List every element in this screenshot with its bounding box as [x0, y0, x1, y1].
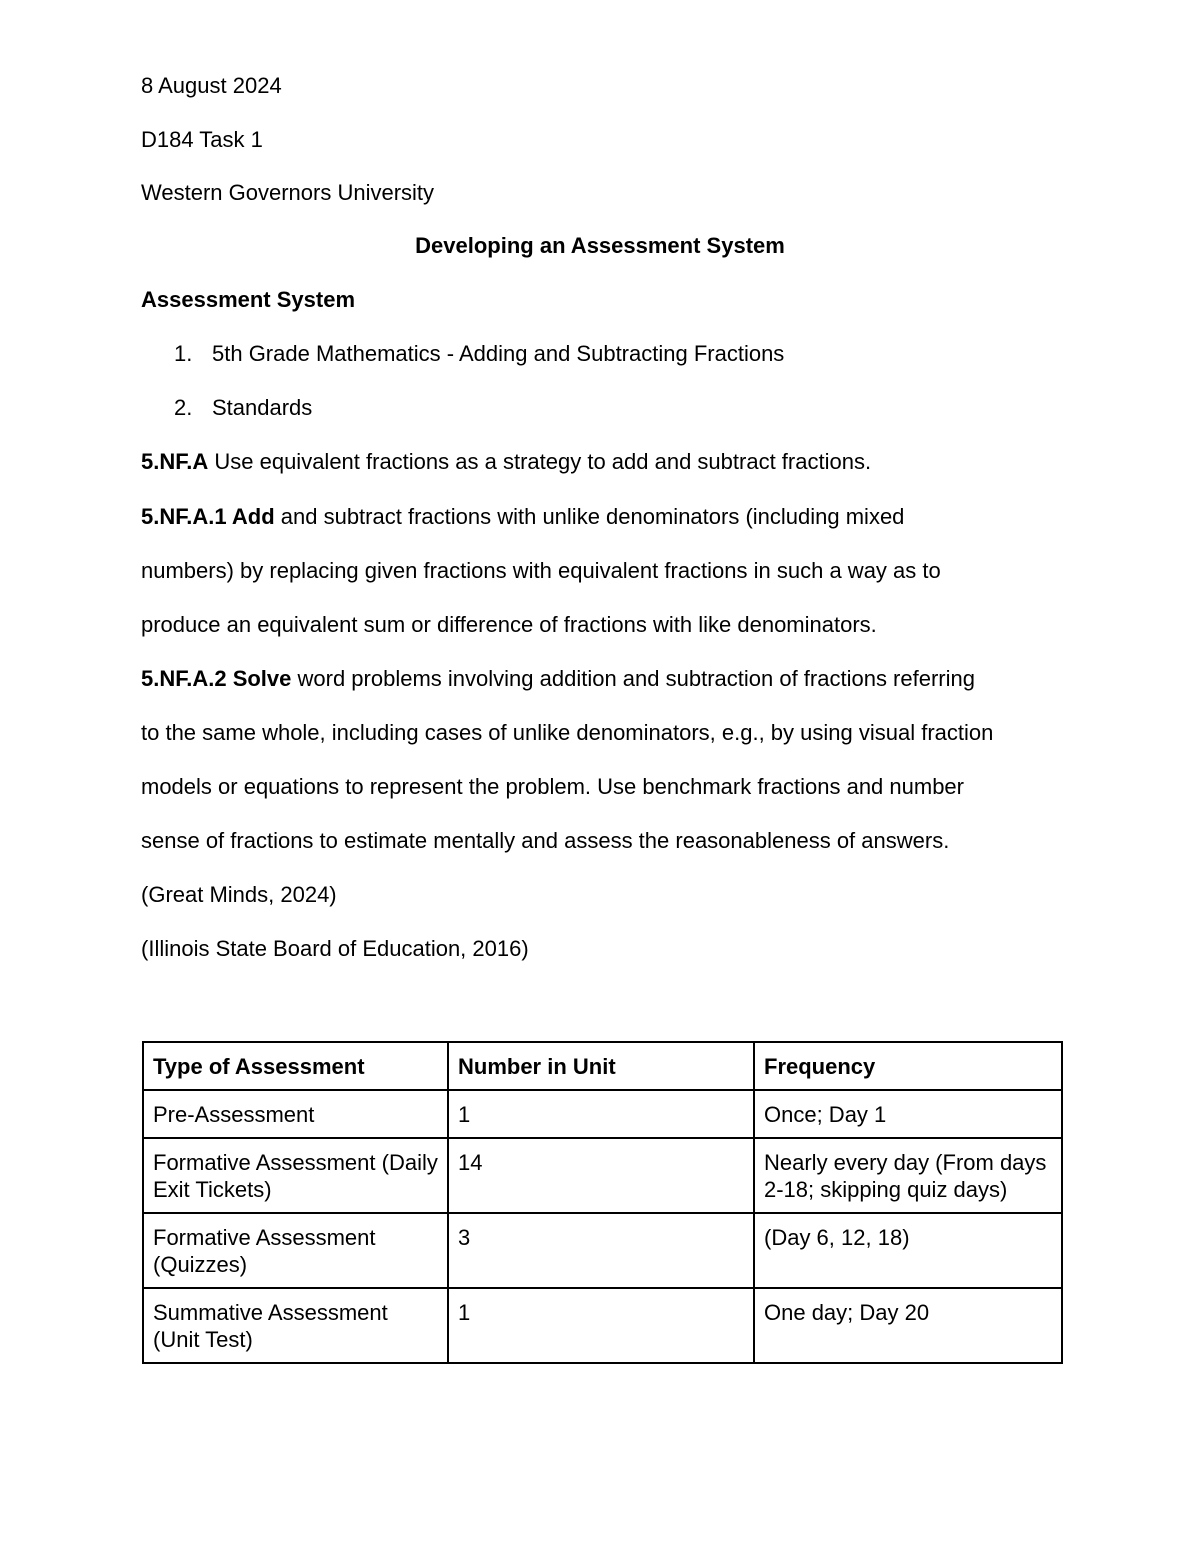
standard-text: and subtract fractions with unlike denominators (including mixed	[274, 504, 905, 529]
assessment-table	[142, 1041, 1063, 1364]
cell-type: Formative Assessment (Daily Exit Tickets)	[143, 1138, 448, 1213]
cell-number: 1	[448, 1288, 754, 1363]
cell-number: 1	[448, 1090, 754, 1138]
standard-text-line: sense of fractions to estimate mentally and assess the reasonableness of answers.	[141, 828, 950, 853]
cell-frequency: (Day 6, 12, 18)	[754, 1213, 1062, 1288]
list-item	[174, 340, 784, 368]
list-item	[174, 394, 312, 422]
cell-frequency: Nearly every day (From days 2-18; skipping quiz days)	[754, 1138, 1062, 1213]
standard-5nfa1	[141, 503, 904, 531]
header-frequency: Frequency	[754, 1042, 1062, 1090]
date-line: 8 August 2024	[141, 73, 282, 98]
cell-type: Formative Assessment (Quizzes)	[143, 1213, 448, 1288]
cell-type: Pre-Assessment	[143, 1090, 448, 1138]
cell-frequency: One day; Day 20	[754, 1288, 1062, 1363]
institution-line: Western Governors University	[141, 180, 435, 205]
standard-5nfa	[141, 448, 871, 476]
table-row	[143, 1288, 1062, 1363]
table-row	[143, 1138, 1062, 1213]
standard-text-line: to the same whole, including cases of unlike denominators, e.g., by using visual fraction	[141, 720, 994, 745]
standard-code: 5.NF.A.2 Solve	[141, 666, 292, 691]
citation: (Great Minds, 2024)	[141, 882, 337, 907]
table-header-row	[143, 1042, 1062, 1090]
cell-type: Summative Assessment (Unit Test)	[143, 1288, 448, 1363]
course-line: D184 Task 1	[141, 127, 263, 152]
cell-number: 3	[448, 1213, 754, 1288]
cell-frequency: Once; Day 1	[754, 1090, 1062, 1138]
document-title: Developing an Assessment System	[415, 233, 785, 258]
list-number: 1.	[174, 341, 193, 366]
section-heading: Assessment System	[141, 287, 356, 312]
list-number: 2.	[174, 395, 193, 420]
standard-text-line: produce an equivalent sum or difference of fractions with like denominators.	[141, 612, 877, 637]
list-text: 5th Grade Mathematics - Adding and Subtracting Fractions	[212, 341, 785, 366]
standard-text: Use equivalent fractions as a strategy to add and subtract fractions.	[208, 449, 872, 474]
citation: (Illinois State Board of Education, 2016)	[141, 936, 529, 961]
header-number: Number in Unit	[448, 1042, 754, 1090]
standard-text: word problems involving addition and subtraction of fractions referring	[291, 666, 975, 691]
header-type: Type of Assessment	[143, 1042, 448, 1090]
standard-5nfa2	[141, 665, 975, 693]
list-text: Standards	[212, 395, 313, 420]
cell-number: 14	[448, 1138, 754, 1213]
table-row	[143, 1090, 1062, 1138]
table-row	[143, 1213, 1062, 1288]
standard-code: 5.NF.A	[141, 449, 209, 474]
standard-code: 5.NF.A.1 Add	[141, 504, 275, 529]
standard-text-line: numbers) by replacing given fractions with equivalent fractions in such a way as to	[141, 558, 941, 583]
standard-text-line: models or equations to represent the problem. Use benchmark fractions and number	[141, 774, 964, 799]
